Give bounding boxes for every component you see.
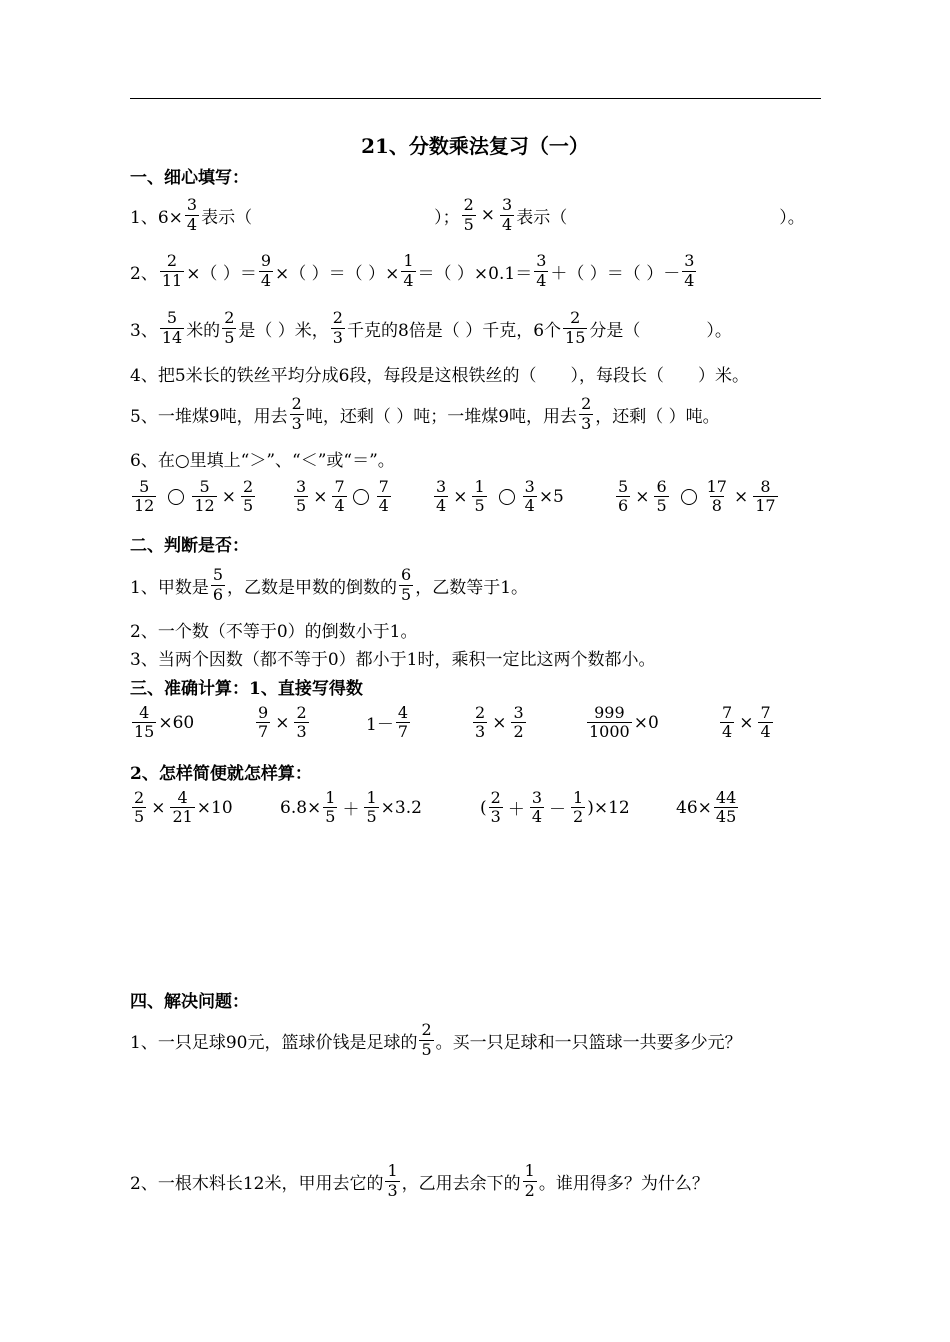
fraction: $\frac{7}{4}$ <box>334 477 345 516</box>
calc-tail: )×12 <box>587 797 630 818</box>
fraction: $\frac{2}{5}$ <box>242 477 254 516</box>
q1-prefix: 1、6× <box>130 207 183 228</box>
times-sign: × <box>221 486 236 507</box>
s4q1-text: 。买一只足球和一只篮球一共要多少元？ <box>435 1032 742 1053</box>
q1-text: 表示（ <box>516 207 568 228</box>
q3-text: 千克的8倍是（ ）千克，6个 <box>346 320 562 341</box>
fraction: $\frac{8}{17}$ <box>755 477 776 516</box>
q3-text: 米的 <box>186 320 221 341</box>
q3-prefix: 3、 <box>130 320 158 341</box>
s2q1-text: ，乙数是甲数的倒数的 <box>227 577 398 598</box>
fraction: $\frac{3}{4}$ <box>531 788 543 827</box>
fraction: $\frac{7}{4}$ <box>378 477 389 516</box>
q2-text: ＋（ ）＝（ ）－ <box>550 263 681 284</box>
q2-text: ×（ ）＝ <box>186 263 257 284</box>
fraction: $\frac{6}{5}$ <box>401 565 412 604</box>
top-rule <box>130 98 821 99</box>
s4q1-text: 1、一只足球90元，篮球价钱是足球的 <box>130 1032 418 1053</box>
fraction: $\frac{1}{2}$ <box>573 788 584 827</box>
calc-tail: ×0 <box>633 712 659 733</box>
fraction: $\frac{5}{12}$ <box>134 477 155 516</box>
fraction: $\frac{2}{3}$ <box>475 703 486 742</box>
times-sign: × <box>739 712 754 733</box>
calc-head: 6.8× <box>280 797 322 818</box>
s2q1-text: 1、甲数是 <box>130 577 209 598</box>
fraction: $\frac{6}{5}$ <box>656 477 667 516</box>
s1-question-5 <box>130 392 720 436</box>
calc-item-2 <box>254 704 311 742</box>
s4-question-2 <box>130 1159 709 1203</box>
s1-question-3 <box>130 306 732 350</box>
times-five: ×5 <box>538 486 564 507</box>
q1-text: 表示（ <box>201 207 253 228</box>
times-sign: × <box>313 486 328 507</box>
fraction: $\frac{9}{4}$ <box>260 251 272 290</box>
q5-text: 吨，还剩（ ）吨；一堆煤9吨，用去 <box>305 406 578 427</box>
section-2-heading: 二、判断是否： <box>130 535 249 556</box>
fraction: $\frac{3}{4}$ <box>536 251 547 290</box>
q2-prefix: 2、 <box>130 263 158 284</box>
compare-group-3 <box>432 478 564 516</box>
calc-item-4 <box>471 704 528 742</box>
times-sign: × <box>151 797 166 818</box>
fraction: $\frac{2}{5}$ <box>463 195 474 234</box>
calc-tail: ×60 <box>158 712 195 733</box>
calc-item-5 <box>585 704 659 742</box>
s2-question-3: 3、当两个因数（都不等于0）都小于1时，乘积一定比这两个数都小。 <box>130 649 656 670</box>
compare-group-1 <box>130 478 257 516</box>
fraction: $\frac{1}{5}$ <box>474 477 485 516</box>
q1-text: ）。 <box>779 207 805 228</box>
q2-text: ＝（ ）×0.1＝ <box>417 263 533 284</box>
s4q2-text: 。谁用得多？为什么？ <box>538 1173 709 1194</box>
plus-sign: ＋ <box>507 800 525 821</box>
times-sign: × <box>453 486 468 507</box>
fraction: $\frac{2}{3}$ <box>296 703 307 742</box>
fraction: $\frac{4}{7}$ <box>397 703 409 742</box>
calc-head: 1－ <box>366 715 394 736</box>
fraction: $\frac{5}{6}$ <box>618 477 629 516</box>
calc-item-3 <box>366 704 412 742</box>
simplify-item-1 <box>130 789 233 827</box>
fraction: $\frac{1}{3}$ <box>387 1161 398 1200</box>
fraction: $\frac{44}{45}$ <box>715 788 737 827</box>
times-sign: × <box>733 486 749 507</box>
fraction: $\frac{2}{15}$ <box>565 308 586 347</box>
fraction: $\frac{1}{2}$ <box>524 1161 535 1200</box>
s4q2-text: 2、一根木料长12米，甲用去它的 <box>130 1173 384 1194</box>
s2-question-1 <box>130 563 528 607</box>
fraction: $\frac{999}{1000}$ <box>589 703 630 742</box>
s4-question-1 <box>130 1018 742 1062</box>
calc-tail: ×3.2 <box>380 797 422 818</box>
fraction: $\frac{2}{3}$ <box>291 394 302 433</box>
fraction: $\frac{1}{5}$ <box>325 788 336 827</box>
simplify-item-2 <box>280 789 422 827</box>
simplify-item-3 <box>480 789 630 827</box>
fraction: $\frac{9}{7}$ <box>258 703 269 742</box>
s2q1-text: ，乙数等于1。 <box>415 577 529 598</box>
fraction: $\frac{3}{4}$ <box>524 477 535 516</box>
calc-tail: ×10 <box>196 797 233 818</box>
fraction: $\frac{3}{4}$ <box>436 477 447 516</box>
q3-text: 分是（ <box>589 320 641 341</box>
section-1-heading: 一、细心填写： <box>130 167 249 188</box>
fraction: $\frac{2}{3}$ <box>332 308 343 347</box>
compare-circle[interactable] <box>353 489 369 505</box>
fraction: $\frac{5}{14}$ <box>161 308 183 347</box>
fraction: $\frac{1}{5}$ <box>366 788 377 827</box>
compare-group-2 <box>292 478 393 516</box>
times-sign: × <box>492 712 507 733</box>
q5-text: 5、一堆煤9吨，用去 <box>130 406 288 427</box>
q1-text: ）； <box>434 207 460 228</box>
fraction: $\frac{2}{5}$ <box>224 308 235 347</box>
fraction: $\frac{7}{4}$ <box>760 703 771 742</box>
compare-circle[interactable] <box>681 489 697 505</box>
minus-sign: － <box>549 800 567 821</box>
plus-sign: ＋ <box>342 800 360 821</box>
fraction: $\frac{1}{4}$ <box>403 251 414 290</box>
s2-question-2: 2、一个数（不等于0）的倒数小于1。 <box>130 621 418 642</box>
section-4-heading: 四、解决问题： <box>130 991 249 1012</box>
fraction: $\frac{4}{15}$ <box>134 703 155 742</box>
page-title: 21、分数乘法复习（一） <box>361 134 589 158</box>
fraction: $\frac{4}{21}$ <box>172 788 193 827</box>
calc-item-6 <box>718 704 775 742</box>
q5-text: ，还剩（ ）吨。 <box>595 406 720 427</box>
fraction: $\frac{2}{5}$ <box>421 1020 432 1059</box>
q3-text: ）。 <box>706 320 732 341</box>
fraction: $\frac{5}{6}$ <box>212 565 224 604</box>
fraction: $\frac{2}{3}$ <box>581 394 592 433</box>
times-sign: × <box>275 712 290 733</box>
compare-group-4 <box>614 478 780 516</box>
times-sign: × <box>635 486 650 507</box>
fraction: $\frac{3}{4}$ <box>502 195 513 234</box>
fraction: $\frac{3}{4}$ <box>186 195 198 234</box>
s1-question-2 <box>130 249 698 293</box>
calc-item-1 <box>130 704 194 742</box>
times-sign: × <box>480 205 496 225</box>
s1-question-4: 4、把5米长的铁丝平均分成6段，每段是这根铁丝的（ ），每段长（ ）米。 <box>130 365 749 386</box>
fraction: $\frac{2}{5}$ <box>134 788 145 827</box>
s1-question-1 <box>130 193 805 237</box>
fraction: $\frac{3}{5}$ <box>296 477 307 516</box>
calc-head: 46× <box>676 797 712 818</box>
fraction: $\frac{2}{11}$ <box>161 251 183 290</box>
section-3-sub-2: 2、怎样简便就怎样算： <box>130 763 312 784</box>
fraction: $\frac{3}{4}$ <box>684 251 695 290</box>
q2-text: ×（ ）＝（ ）× <box>275 263 400 284</box>
s1-question-6: 6、在○里填上“＞”、“＜”或“＝”。 <box>130 450 395 471</box>
open-paren: ( <box>480 797 487 818</box>
q3-text: 是（ ）米， <box>238 320 329 341</box>
section-3-heading: 三、准确计算：1、直接写得数 <box>130 678 363 699</box>
fraction: $\frac{3}{2}$ <box>513 703 524 742</box>
fraction: $\frac{7}{4}$ <box>722 703 733 742</box>
compare-circle[interactable] <box>168 489 184 505</box>
compare-circle[interactable] <box>499 489 515 505</box>
s4q2-text: ，乙用去余下的 <box>401 1173 521 1194</box>
fraction: $\frac{2}{3}$ <box>490 788 501 827</box>
fraction: $\frac{5}{12}$ <box>194 477 215 516</box>
simplify-item-4 <box>676 789 740 827</box>
fraction: $\frac{17}{8}$ <box>706 477 727 516</box>
